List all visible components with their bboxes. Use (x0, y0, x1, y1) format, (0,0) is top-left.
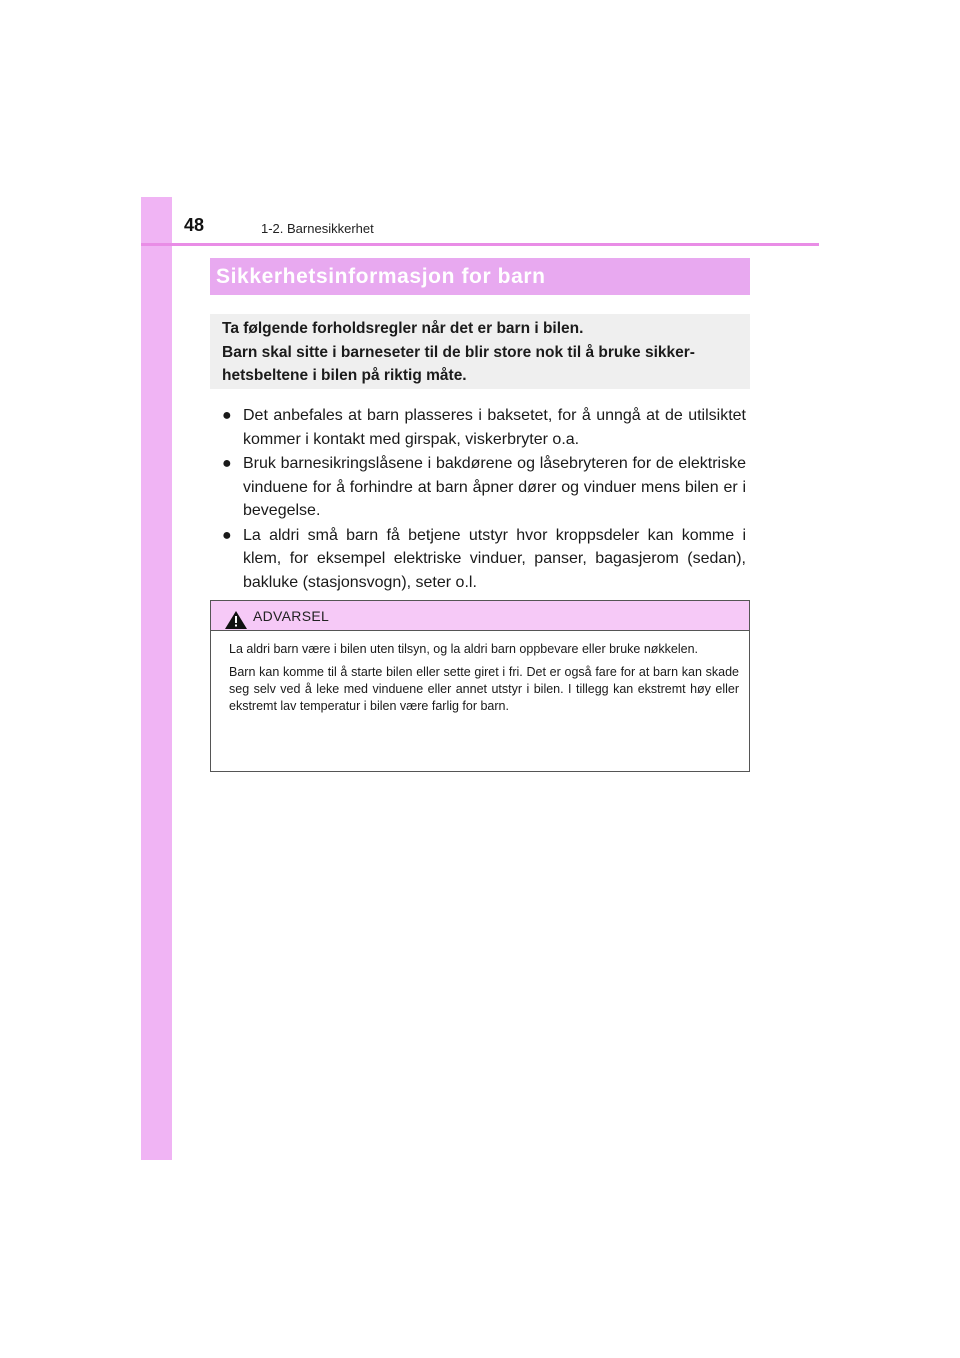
warning-body (211, 631, 749, 715)
intro-box (210, 314, 750, 389)
section-title: Sikkerhetsinformasjon for barn (216, 264, 546, 288)
list-item (222, 404, 746, 451)
bullet-text: Det anbefales at barn plasseres i baksetet, for å unngå at de utilsiktet kommer i kontakt med girspak, viskerbryter o.a. (243, 407, 746, 448)
bullet-marker: ● (222, 455, 232, 472)
warning-paragraph: La aldri barn være i bilen uten tilsyn, og la aldri barn oppbevare eller bruke nøkkelen. (229, 642, 699, 656)
warning-title: ADVARSEL (253, 607, 330, 624)
list-item (222, 452, 746, 523)
bullet-marker: ● (222, 407, 232, 424)
page-number: 48 (184, 215, 205, 235)
warning-header (211, 601, 749, 631)
warning-box (210, 600, 750, 772)
intro-line: Ta følgende forholdsregler når det er barn i bilen. (222, 320, 584, 337)
section-title-bar (210, 258, 750, 295)
header-divider (141, 243, 819, 246)
chapter-title: 1-2. Barnesikkerhet (261, 221, 374, 236)
warning-paragraph: Barn kan komme til å starte bilen eller sette giret i fri. Det er også fare for at barn kan skade seg selv ved å leke med vinduene eller annet utstyr i bilen. I tillegg kan ekstremt høy eller ekstremt lav temperatur i bilen være farlig for barn. (229, 665, 739, 713)
list-item (222, 524, 746, 595)
intro-line: hetsbeltene i bilen på riktig måte. (222, 367, 467, 384)
warning-triangle-icon (225, 611, 247, 629)
bullet-text: La aldri små barn få betjene utstyr hvor kroppsdeler kan komme i klem, for eksempel elektriske vinduer, panser, bagasjerom (sedan), bakluke (stasjonsvogn), seter o.l. (243, 526, 746, 591)
chapter-sidebar-tab (141, 197, 172, 1160)
intro-line: Barn skal sitte i barneseter til de blir store nok til å bruke sikker- (222, 343, 695, 361)
bullet-marker: ● (222, 526, 232, 544)
bullet-list (222, 404, 746, 595)
bullet-text: Bruk barnesikringslåsene i bakdørene og låsebryteren for de elektriske vinduene for å forhindre at barn åpner dører og vinduer mens bilen er i bevegelse. (243, 455, 746, 519)
